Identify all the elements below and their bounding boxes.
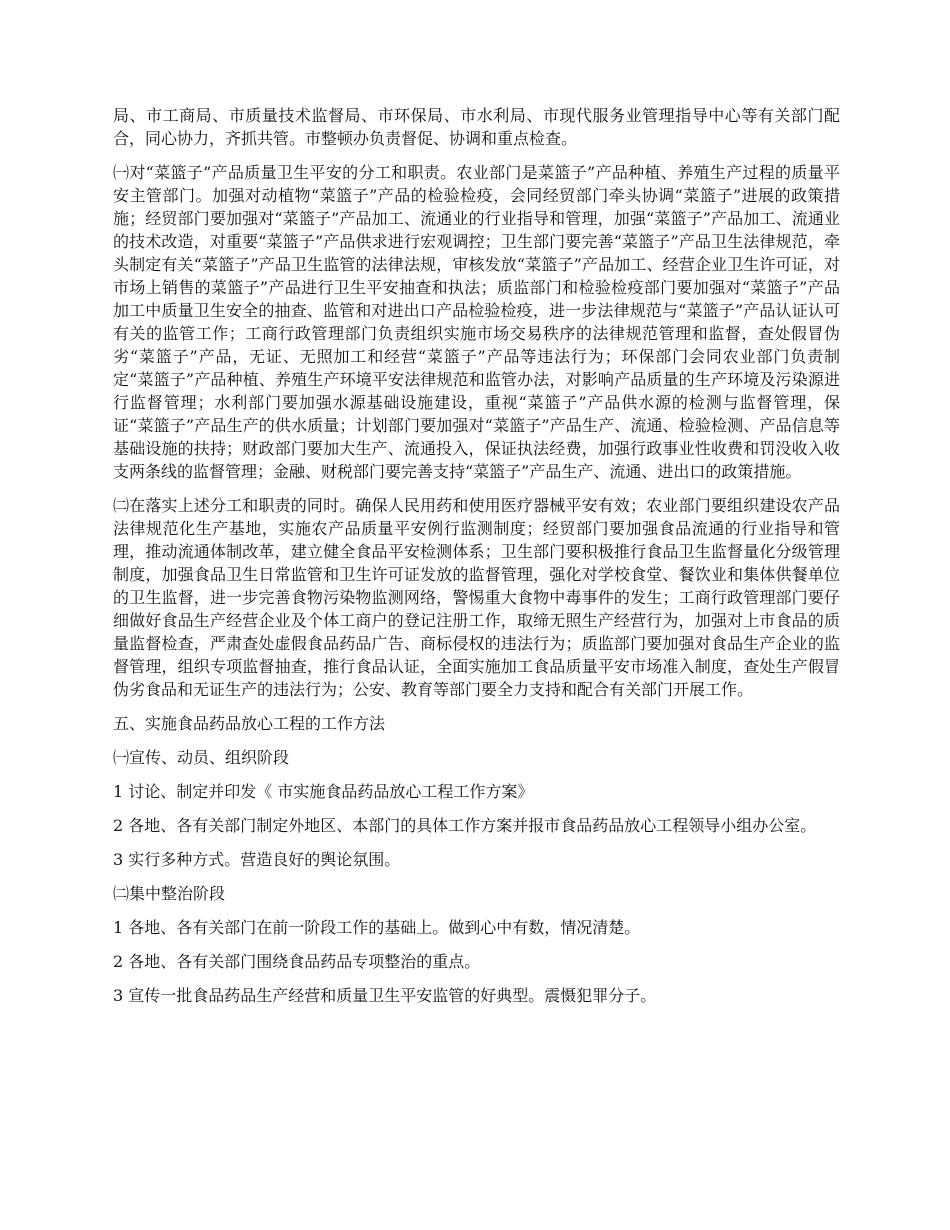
list-item-stage-one-1: 1 讨论、制定并印发《 市实施食品药品放心工程工作方案》 (113, 782, 534, 801)
paragraph-implementation-duties: ㈡在落实上述分工和职责的同时。确保人民用药和使用医疗器械平安有效；农业部门要组织建设农产品法律规范化生产基地，实施农产品质量平安例行监测制度；经贸部门要加强食品流通的行业指导和管理，推动流通体制改革，建立健全食品平安检测体系；卫生部门要积极推行食品卫生监督量化分级管理制度，加强食品卫生日常监管和卫生许可证发放的监督管理，强化对学校食堂、餐饮业和集体供餐单位的卫生监督，进一步完善食物污染物监测网络，警惕重大食物中毒事件的发生；工商行政管理部门要仔细做好食品生产经营企业及个体工商户的登记注册工作，取缔无照生产经营行为，加强对上市食品的质量监督检查，严肃查处虚假食品药品广告、商标侵权的违法行为；质监部门要加强对食品生产企业的监督管理，组织专项监督抽查，推行食品认证，全面实施加工食品质量平安市场准入制度，查处生产假冒伪劣食品和无证生产的违法行为；公安、教育等部门要全力支持和配合有关部门开展工作。 (113, 496, 840, 699)
paragraph-vegetable-basket-duties: ㈠对“菜篮子”产品质量卫生平安的分工和职责。农业部门是菜篮子”产品种植、养殖生产过程的质量平安主管部门。加强对动植物“菜篮子”产品的检验检疫，会同经贸部门牵头协调“菜篮子”进展的政策措施；经贸部门要加强对“菜篮子”产品加工、流通业的行业指导和管理，加强“菜篮子”产品加工、流通业的技术改造，对重要“菜篮子”产品供求进行宏观调控；卫生部门要完善“菜篮子”产品卫生法律规范，牵头制定有关“菜篮子”产品卫生监管的法律法规，审核发放“菜篮子”产品加工、经营企业卫生许可证，对市场上销售的菜篮子”产品进行卫生平安抽查和执法；质监部门和检验检疫部门要加强对“菜篮子”产品加工中质量卫生安全的抽查、监管和对进出口产品检验检疫，进一步法律规范与“菜篮子”产品认证认可有关的监管工作；工商行政管理部门负责组织实施市场交易秩序的法律规范管理和监督，查处假冒伪劣“菜篮子”产品，无证、无照加工和经营“菜篮子”产品等违法行为；环保部门会同农业部门负责制定“菜篮子”产品种植、养殖生产环境平安法律规范和监管办法，对影响产品质量的生产环境及污染源进行监督管理；水利部门要加强水源基础设施建设，重视“菜篮子”产品供水源的检测与监督管理，保证“菜篮子”产品生产的供水质量；计划部门要加强对“菜篮子”产品生产、流通、检验检测、产品信息等基础设施的扶持；财政部门要加大生产、流通投入，保证执法经费，加强行政事业性收费和罚没收入收支两条线的监督管理；金融、财税部门要完善支持“菜篮子”产品生产、流通、进出口的政策措施。 (113, 163, 840, 481)
list-item-stage-one-3: 3 实行多种方式。营造良好的舆论氛围。 (113, 850, 401, 869)
list-item-stage-two-2: 2 各地、各有关部门围绕食品药品专项整治的重点。 (113, 952, 481, 971)
list-item-stage-two-3: 3 宣传一批食品药品生产经营和质量卫生平安监管的好典型。震慑犯罪分子。 (113, 986, 657, 1005)
paragraph-intro-continued: 局、市工商局、市质量技术监督局、市环保局、市水利局、市现代服务业管理指导中心等有关部门配合，同心协力，齐抓共管。市整顿办负责督促、协调和重点检查。 (113, 106, 840, 148)
subheading-stage-two: ㈡集中整治阶段 (113, 884, 226, 903)
document-body (113, 104, 840, 1018)
section-heading-work-methods: 五、实施食品药品放心工程的工作方法 (113, 714, 386, 733)
list-item-stage-one-2: 2 各地、各有关部门制定外地区、本部门的具体工作方案并报市食品药品放心工程领导小组办公室。 (113, 816, 817, 835)
subheading-stage-one: ㈠宣传、动员、组织阶段 (113, 748, 290, 767)
list-item-stage-two-1: 1 各地、各有关部门在前一阶段工作的基础上。做到心中有数，情况清楚。 (113, 918, 641, 937)
